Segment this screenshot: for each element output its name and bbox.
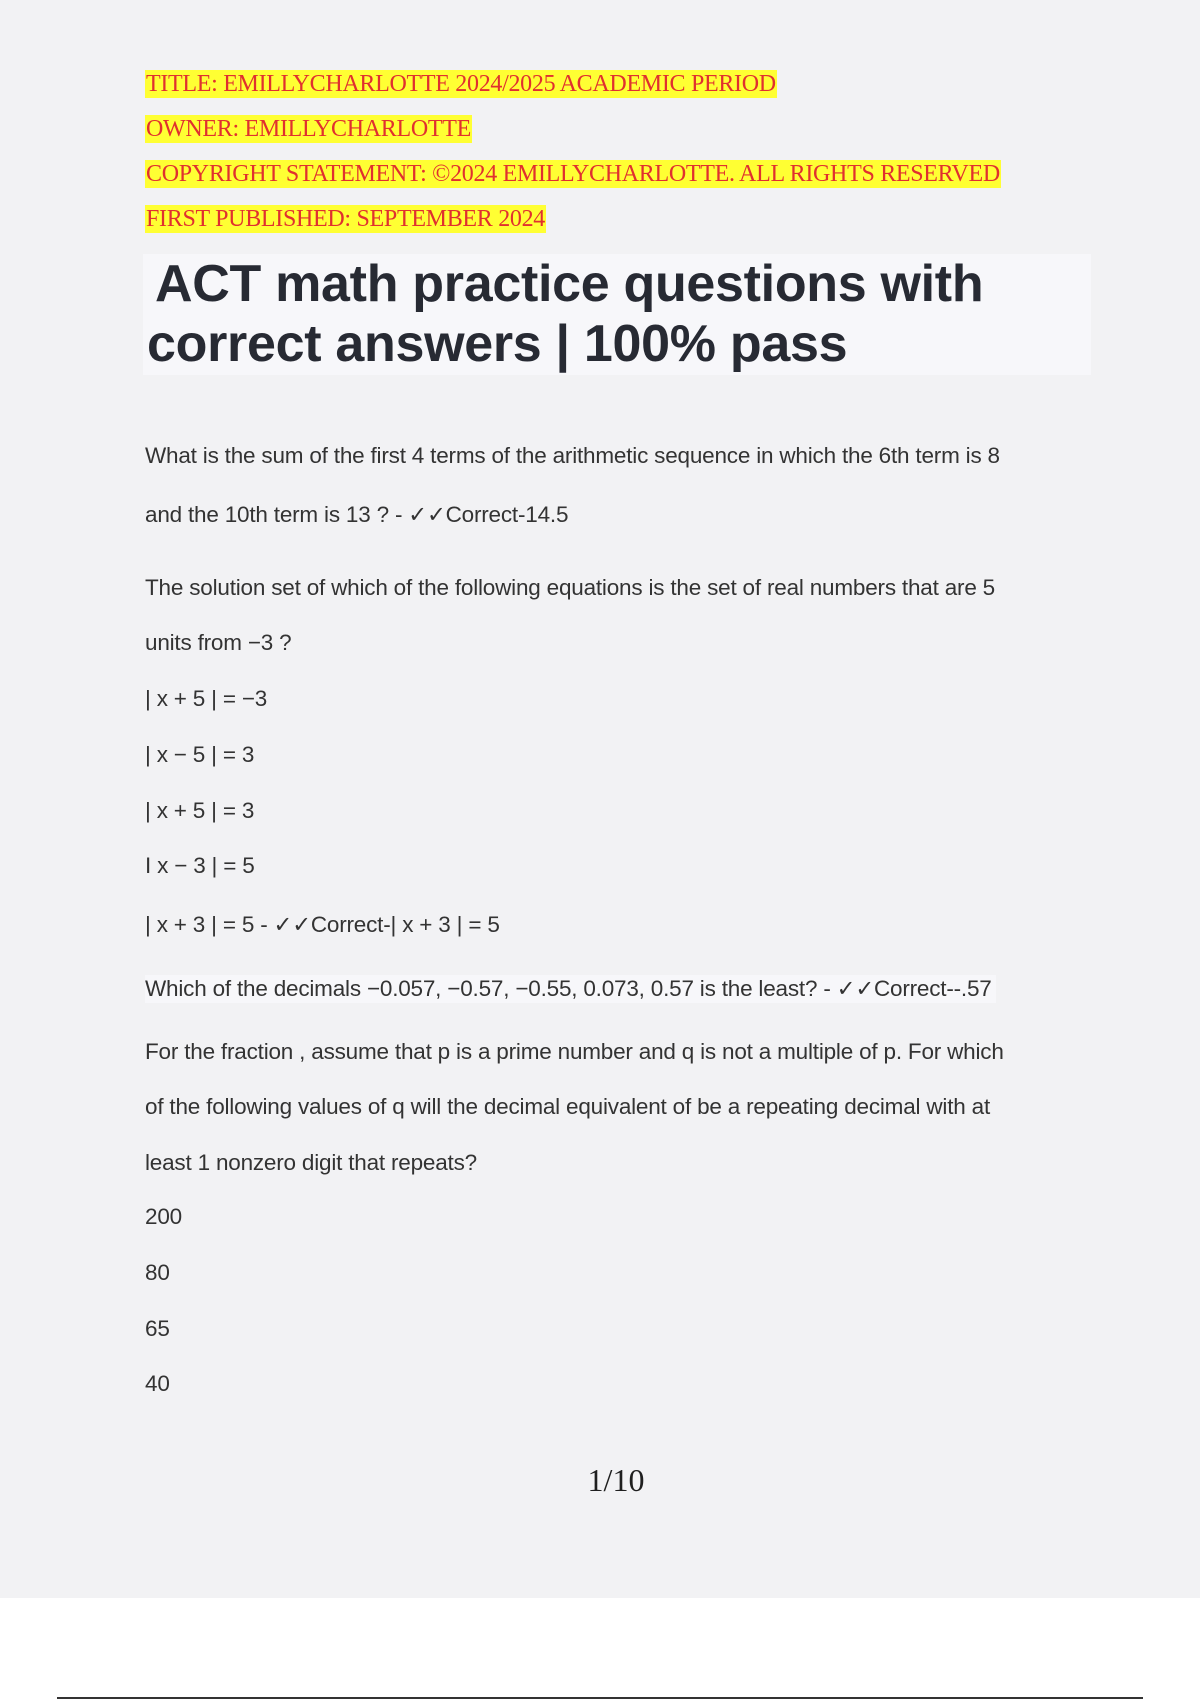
question-1-line-1: What is the sum of the first 4 terms of the arithmetic sequence in which the 6th term is 8 [145, 443, 1000, 468]
question-4-option-1: 200 [145, 1204, 182, 1229]
question-4-line-1: For the fraction , assume that p is a prime number and q is not a multiple of p. For which [145, 1039, 1004, 1064]
question-4-option-2: 80 [145, 1260, 170, 1285]
question-2-option-3: | x + 5 | = 3 [145, 798, 255, 823]
question-1-line-2: and the 10th term is 13 ? - ✓✓Correct-14.5 [145, 502, 569, 527]
header-published-line: FIRST PUBLISHED: SEPTEMBER 2024 [146, 206, 545, 232]
header-copyright-line: COPYRIGHT STATEMENT: ©2024 EMILLYCHARLOTTE. ALL RIGHTS RESERVED [146, 161, 1000, 187]
question-3: Which of the decimals −0.057, −0.57, −0.55, 0.073, 0.57 is the least? - ✓✓Correct--.57 [145, 975, 996, 1003]
question-2-line-2: units from −3 ? [145, 630, 292, 655]
page-number: 1/10 [587, 1462, 645, 1498]
page-divider [57, 1697, 1143, 1699]
page-title-line-1: ACT math practice questions with [155, 255, 984, 313]
question-4-option-3: 65 [145, 1316, 170, 1341]
copyright-header [145, 70, 1001, 250]
page-title-line-2: correct answers | 100% pass [147, 315, 848, 373]
question-4-option-4: 40 [145, 1371, 170, 1396]
question-2-option-5-answer: | x + 3 | = 5 - ✓✓Correct-| x + 3 | = 5 [145, 912, 500, 937]
header-owner-line: OWNER: EMILLYCHARLOTTE [146, 116, 471, 142]
title-box [143, 254, 1091, 375]
question-2-line-1: The solution set of which of the following equations is the set of real numbers that are 5 [145, 575, 995, 600]
question-2-option-2: | x − 5 | = 3 [145, 742, 255, 767]
header-title-line: TITLE: EMILLYCHARLOTTE 2024/2025 ACADEMIC PERIOD [146, 71, 776, 97]
question-2-option-1: | x + 5 | = −3 [145, 686, 268, 711]
question-4-line-3: least 1 nonzero digit that repeats? [145, 1150, 477, 1175]
page-title [147, 254, 983, 374]
question-4-line-2: of the following values of q will the decimal equivalent of be a repeating decimal with at [145, 1094, 990, 1119]
question-2-option-4: I x − 3 | = 5 [145, 853, 255, 878]
